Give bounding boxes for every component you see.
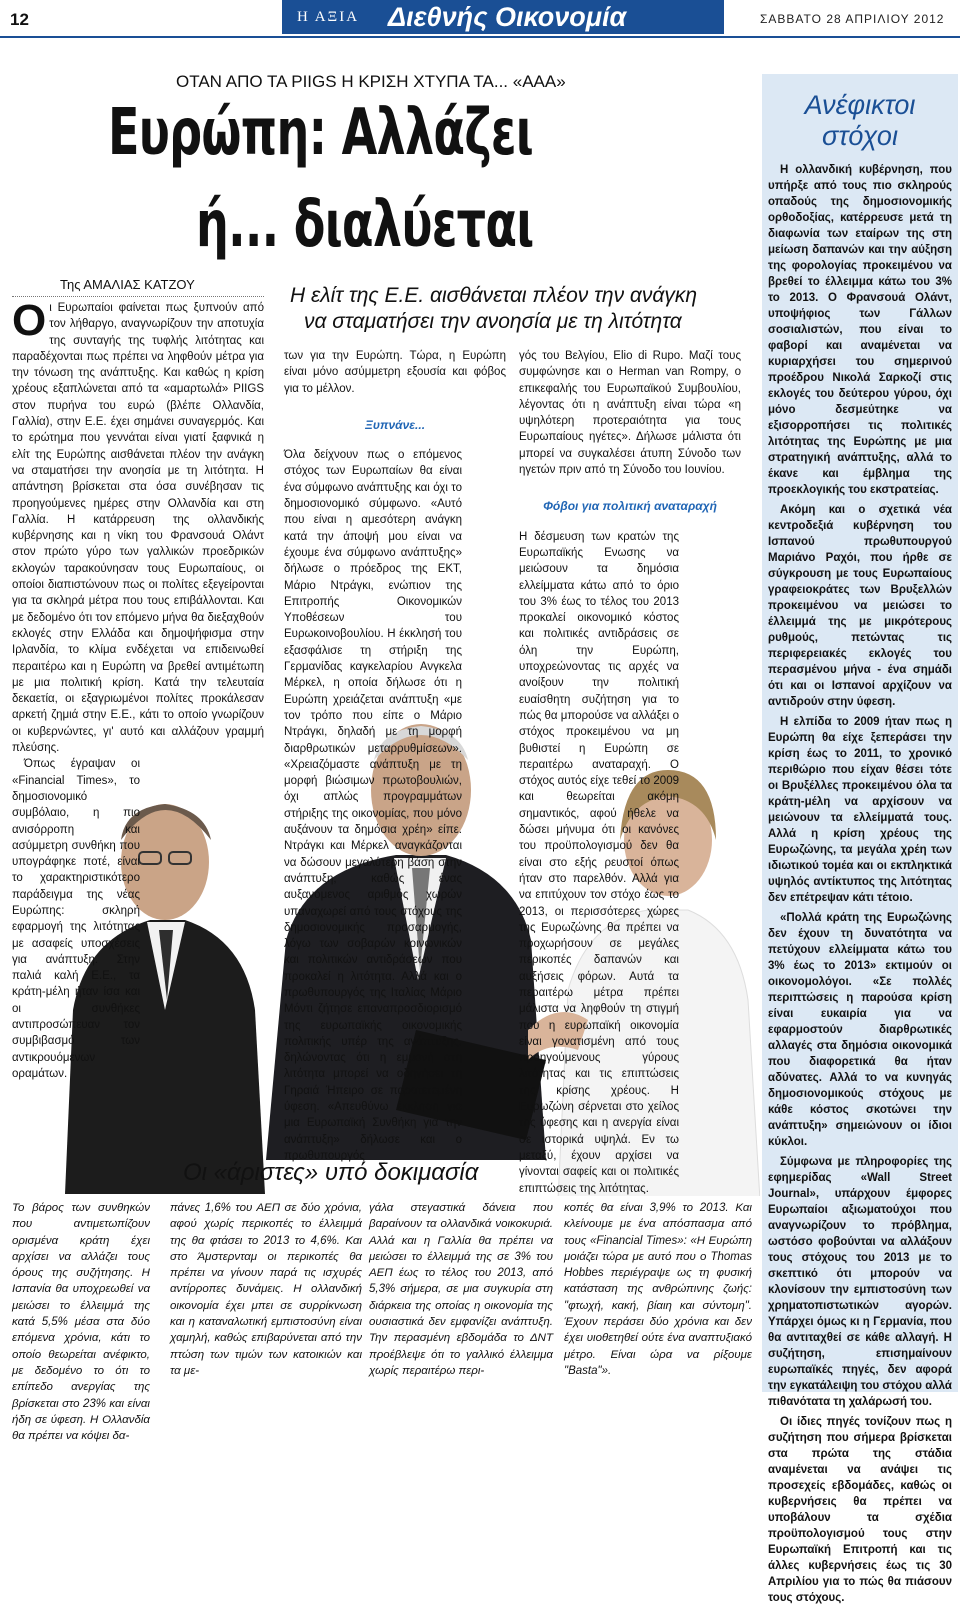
sidebar-text: [768, 162, 952, 1610]
sidebar-paragraph: Η ελπίδα το 2009 ήταν πως η Ευρώπη θα είχε ξεπεράσει την κρίση έως το 2011, το χρονικό περιθώριο που είχαν θέσει τότε οι Βρυξέλλες προκειμένου όλα τα κράτη-μέλη να αρχίσουν να μειώνουν τα ελλείμματά τους. Αλλά η κρίση χρέους της Ευρωζώνης, τα μεγάλα χρέη των ιδιωτικού τομέα και οι εκπληκτικά υψηλός αντίκτυπος της λιτότητας δεν επέτρεψαν κάτι τέτοιο.: [768, 716, 952, 904]
sidebar-title-line1: Ανέφικτοι: [804, 90, 916, 120]
section-title: Διεθνής Οικονομία: [374, 0, 724, 34]
caption-column-3: γάλα στεγαστικά δάνεια που βαραίνουν τα ολλανδικά νοικοκυριά. Αλλά και η Γαλλία θα πρέπει να μειώσει το έλλειμμά της σε 3% του ΑΕΠ έως το τέλος του 2013, από 5,3% σήμερα, σε μια συγκυρία στη διάρκεια της οποίας η οικονομία της ουσιαστικά δεν εμφανίζει ανάπτυξη. Την περασμένη εβδομάδα το ΔΝΤ προέβλεψε ότι το γαλλικό έλλειμμα χωρίς περαιτέρω περι-: [369, 1202, 553, 1377]
headline-line1: Ευρώπη: Αλλάζει: [108, 96, 534, 170]
sidebar-title-line2: στόχοι: [822, 121, 898, 151]
deck-line1: Η ελίτ της Ε.Ε. αισθάνεται πλέον την ανάγκη: [290, 284, 698, 307]
caption-column-1: Το βάρος των συνθηκών που αντιμετωπίζουν ορισμένα κράτη έχει αρχίσει να αλλάζει τους όρους της συζήτησης. Η Ισπανία θα υποχρεωθεί να μειώσει το έλλειμμά της κατά 5,5% μέσα στα δύο επόμενα χρόνια, κάτι το οποίο θεωρείται ανέφικτο, με δεδομένο το ότι το επίπεδο ανεργίας της βρίσκεται στο 23% και είναι ήδη σε ύφεση. Η Ολλανδία θα πρέπει να κόψει δα-: [12, 1202, 150, 1443]
sidebar-paragraph: «Πολλά κράτη της Ευρωζώνης δεν έχουν τη δυνατότητα να πετύχουν ελλείμματα κάτω του 3% έως το 2013» εκτιμούν οι οικονομολόγοι. «Σε πολλές περιπτώσεις η παρούσα κρίση είναι ευκαιρία για να εφαρμοστούν διαρθρωτικές αλλαγές στα δημόσια οικονομικά που διαφορετικά θα ήταν αδύνατες. Αλλά το να κυνηγάς δημοσιονομικούς στόχους με κάθε κόστος σκοτώνει την ανάπτυξη» σημειώνουν οι ίδιοι κύκλοι.: [768, 912, 952, 1148]
article-column-1: [12, 296, 264, 1082]
column-3-paragraph-2: Η δέσμευση των κρατών της Ευρωπαϊκής Ενωσης να μειώσουν τα δημόσια ελλείμματα κάτω από το όριο του 3% έως το τέλος του 2013 προκαλεί οικονομικό κόστος και πολιτικές αντιδράσεις σε όλη την Ευρώπη, υποχρεώνοντας τις αρχές να ανοίξουν την πολιτική ευαίσθητη συζήτηση για το πώς θα μπορούσε να αλλάξει ο στόχος προκειμένου να μη βυθιστεί η Ευρώπη σε περαιτέρω αναταραχή. Ο στόχος αυτός είχε τεθεί το 2009 και θεωρείται ακόμη σημαντικός, αφού ήθελε να δώσει μήνυμα ότι οι κανόνες του προϋπολογισμού δεν θα είναι στο εξής ρευστοί όπως ήταν στο παρελθόν. Αλλά για να επιτύχουν τον στόχο έως το 2013, οι περισσότερες χώρες της Ευρωζώνης θα πρέπει να προχωρήσουν σε μεγάλες περικοπές δαπανών και αυξήσεις φόρων. Αυτά τα περαιτέρω μέτρα πρέπει μάλιστα να ληφθούν τη στιγμή που η ευρωπαϊκή οικονομία είναι γονατισμένη από τους προηγούμενους γύρους λιτότητας και τις επιπτώσεις της κρίσης χρέους. Η Ευρωζώνη σέρνεται στο χείλος της ύφεσης και η ανεργία είναι σε ιστορικά υψηλά. Εν τω μεταξύ, έχουν αρχίσει να γίνονται σαφείς και οι πολιτικές επιπτώσεις της λιτότητας.: [519, 530, 679, 1195]
headline-line2: ή... διαλύεται: [196, 188, 534, 262]
page-number: 12: [10, 10, 29, 29]
column-2-paragraph-2: Όλα δείχνουν πως ο επόμενος στόχος των Ευρωπαίων θα είναι ένα σύμφωνο ανάπτυξης και όχι το δημοσιονομικό σύμφωνο. «Αυτό που είναι η αμεσότερη ανάγκη κατά την άποψή μου είναι να έχουμε ένα σύμφωνο ανάπτυξης» δήλωσε ο πρόεδρος της ΕΚΤ, Μάριο Ντράγκι, ενώπιον της Επιτροπής Οικονομικών Υποθέσεων του Ευρωκοινοβουλίου. Η έκκλησή του εξασφάλισε τη στήριξη της Γερμανίδας καγκελαρίου Ανγκελα Μέρκελ, η οποία δήλωσε ότι η Ευρώπη χρειάζεται ανάπτυξη «με τον τρόπο που είπε ο Μάριο Ντράγκι, δηλαδή με τη μορφή διαρθρωτικών μεταρρυθμίσεων». «Χρειαζόμαστε ανάπτυξη με τη μορφή βιώσιμων πρωτοβουλιών, όχι απλώς προγραμμάτων στήριξης της οικονομίας, που μόνο αυξάνουν τα δημόσια χρέη» είπε. Ντράγκι και Μέρκελ αναγκάζονται να δώσουν μεγαλύτερη βάση στην ανάπτυξη, καθώς ένας αυξανόμενος αριθμός χωρών υπαναχωρεί από τους στόχους της δημοσιονομικής προσαρμογής, λόγω των σοβαρών κοινωνικών και πολιτικών αντιδράσεων που προκαλεί η λιτότητα. Αλλά και ο πρωθυπουργός της Ιταλίας Μάριο Μόντι ζήτησε επαναπροσδιορισμό της ευρωπαϊκής οικονομικής πολιτικής υπέρ της ανάπτυξης, δηλώνοντας ότι η εμμονή στη λιτότητα μπορεί να οδηγήσει τη Γηραιά Ήπειρο σε παρατεταμένη ύφεση. «Απευθύνω έκκληση για μια Ευρωπαϊκή Συνθήκη για την ανάπτυξη» δήλωσε και ο πρωθυπουργός: [284, 449, 462, 1162]
article-column-2: [284, 348, 506, 1164]
article-kicker: ΟΤΑΝ ΑΠΟ ΤΑ PIIGS Η ΚΡΙΣΗ ΧΤΥΠΑ ΤΑ... «AAA»: [176, 72, 566, 91]
sidebar-paragraph: Η ολλανδική κυβέρνηση, που υπήρξε από τους πιο σκληρούς οπαδούς της δημοσιονομικής ορθοδοξίας, κατέρρευσε μετά τη διαφωνία των εταίρων της στη μείωση δαπανών και την αύξηση της φορολογίας προκειμένου να βρεθεί το έλλειμμα κάτω του 3% το 2013. Ο Φρανσουά Ολάντ, υποψήφιος των Γάλλων σοσιαλιστών, που είναι το φαβορί και αναμένεται να κυριαρχήσει του σημερινού προέδρου Νικολά Σαρκοζί στις εκλογές του δεύτερου γύρου, όχι μόνο δεσμεύτηκε να εξισορροπήσει τις πολιτικές λιτότητας της Ευρώπης με μια στρατηγική ανάπτυξης, αλλά το έκανε και έμβλημα της προεκλογικής του εκστρατείας.: [768, 164, 952, 496]
deck-line2: να σταματήσει την ανοησία με τη λιτότητα: [304, 310, 682, 333]
column-3-paragraph-1: γός του Βελγίου, Elio di Rupo. Μαζί τους συμφώνησε και ο Herman van Rompy, ο επικεφαλής του Ευρωπαϊκού Συμβουλίου, λέγοντας ότι η ανάπτυξη είναι τώρα «η υψηλότερη προτεραιότητα για τους Ευρωπαίους ηγέτες». Δήλωσε μάλιστα ότι μπορεί να συγκαλέσει άτυπη Σύνοδο των ηγετών πριν από τη Σύνοδο του Ιουνίου.: [519, 350, 741, 477]
column-1-paragraph-1: ι Ευρωπαίοι φαίνεται πως ξυπνούν από τον λήθαργο, αναγνωρίζουν την αποτυχία της συνταγής της τυφλής λιτότητας και παραδέχονται πως πρέπει να ληφθούν μέτρα για την τόνωση της ανάπτυξης. Και καθώς η κρίση χρέους εξαπλώνεται από τα «αμαρτωλά» PIIGS στον πυρήνα του ευρώ (βλέπε Ολλανδία, Γαλλία), στην Ε.Ε. έχει σημάνει συναγερμός. Και το ερώτημα που γεννάται είναι γιατί ξαφνικά η ελίτ της Ευρώπης αισθάνεται πλέον την ανάγκη να σταματήσει την ανοησία με τη λιτότητα. Η απάντηση βρίσκεται στα όσα συνέβησαν τις προηγούμενες ημέρες στην Ολλανδία και στη Γαλλία. Η κατάρρευση της ολλανδικής κυβέρνησης και η νίκη του Φρανσουά Ολάντ στον πρώτο γύρο των γαλλικών προεδρικών εκλογών ταρακούνησαν τους Ευρωπαίους, οι οποίοι διαπιστώνουν πως οι πολίτες εξεγείρονται για τα σκληρά μέτρα που τους επιβάλλονται. Και με δεδομένο ότι τον επόμενο μήνα θα διεξαχθούν εκλογές στην Ελλάδα και δημοψήφισμα στην Ιρλανδία, το κλίμα ενδέχεται να επιδεινωθεί περαιτέρω και η Ευρώπη να βρεθεί αντιμέτωπη με μια πολιτική κρίση. Κατά την τελευταία δεκαετία, οι εξαγριωμένοι πολίτες προκάλεσαν αρκετή ζημιά στην Ε.Ε., κάτι το οποίο γνωρίζουν οι κυβερνώντες, γι' αυτό και αλλάζουν γραμμή πλεύσης.: [12, 302, 264, 755]
caption-column-4: κοπές θα είναι 3,9% το 2013. Και κλείνουμε με ένα απόσπασμα από τους «Financial Times»: «Η Ευρώπη μοιάζει τώρα με αυτό που ο Thomas Hobbes περιέγραψε ως τη φυσική κατάσταση της ανθρώπινης ζωής: "φτωχή, κακή, βίαιη και σύντομη". Έχουν περάσει δύο χρόνια και δεν έχει υιοθετηθεί ούτε ένα αναπτυξιακό μέτρο. Είναι ώρα να ρίξουμε "Basta"».: [564, 1202, 752, 1377]
header-rule: [0, 36, 960, 38]
sidebar-paragraph: Σύμφωνα με πληροφορίες της εφημερίδας «Wall Street Journal», υπάρχουν έμφορες Ευρωπαίοι αξιωματούχοι που αναγνωρίζουν το πρόβλημα, ωστόσο φοβούνται να αλλάξουν τους στόχους του 2013 με το σκεπτικό ότι μπορούν να κλονίσουν την εμπιστοσύνη των χρηματοπιστωτικών αγορών. Υπάρχει όμως κι η Γερμανία, που θα αντιταχθεί σε κάθε αλλαγή. Η συζήτηση, επισημαίνουν ευρωπαϊκές πηγές, δεν αφορά την εγκατάλειψη του στόχου αλλά πιθανότατα τη χαλάρωσή του.: [768, 1156, 952, 1408]
subhead-political-unrest: Φόβοι για πολιτική αναταραχή: [543, 499, 717, 514]
article-column-3: [519, 348, 741, 1197]
caption-column-2: πάνες 1,6% του ΑΕΠ σε δύο χρόνια, αφού χωρίς περικοπές το έλλειμμά της θα φτάσει το 2013 το 4,6%. Και στο Άμστερνταμ οι περικοπές θα πρέπει να γίνουν παρά τις ισχυρές αντίρροπες δυνάμεις. Η ολλανδική οικονομία έχει μπει σε συρρίκνωση και η καταναλωτική εμπιστοσύνη είναι χαμηλή, καθώς επιβαρύνεται από την πτώση των τιμών των κατοικιών και τα με-: [170, 1202, 362, 1377]
subhead-wake-up: Ξυπνάνε...: [364, 417, 426, 432]
column-2-paragraph-1: των για την Ευρώπη. Τώρα, η Ευρώπη είναι μόνο ασύμμετρη εξουσία και φόβος για το μέλλον.: [284, 350, 506, 395]
sidebar-paragraph: Ακόμη και ο σχετικά νέα κεντροδεξιά κυβέρνηση του Ισπανού πρωθυπουργού Μαριάνο Ραχόι, που ήρθε σε σύγκρουση με τους Ευρωπαίους γραφειοκράτες των Βρυξελλών προκειμένου να μειώσει το έλλειμμά της με μικρότερους ρυθμούς, πετώντας τις περιφερειακές εκλογές του περασμένου μήνα - ένα σημάδι ότι και οι Ισπανοί αρχίζουν να αντιδρούν στην ύφεση.: [768, 504, 952, 708]
newspaper-brand: Η ΑΞΙΑ: [282, 0, 374, 34]
byline-divider: [12, 296, 264, 297]
byline: Της ΑΜΑΛΙΑΣ ΚΑΤΖΟΥ: [60, 277, 195, 292]
column-1-paragraph-2: Όπως έγραψαν οι «Financial Times», το δημοσιονομικό συμβόλαιο, η πιο ανισόρροπη και ασύμμετρη συνθήκη που υπογράφηκε ποτέ, είναι το χαρακτηριστικότερο παράδειγμα της νέας Ευρώπης: σκληρή εφαρμογή της λιτότητας με ασαφείς υποσχέσεις για ανάπτυξη. Στην παλιά καλή Ε.Ε., τα κράτη-μέλη ήταν ίσα και οι συνθήκες αντιπροσώπευαν τον συμβιβασμό των αντικρουόμενων οραμάτων.: [12, 758, 140, 1080]
sidebar-paragraph: Οι ίδιες πηγές τονίζουν πως η συζήτηση που σήμερα βρίσκεται στα πρώτα της στάδια αναμένεται να ανάψει τις προσεχείς εβδομάδες, καθώς οι κυβερνήσεις θα πρέπει να υποβάλουν τα σχέδια προϋπολογισμού τους στην Ευρωπαϊκή Επιτροπή και τις άλλες κυβερνήσεις έως τις 30 Απριλίου για το πώς θα πιάσουν τους στόχους.: [768, 1416, 952, 1604]
caption-title: Οι «άριστες» υπό δοκιμασία: [183, 1159, 479, 1186]
issue-date: ΣΑΒΒΑΤΟ 28 ΑΠΡΙΛΙΟΥ 2012: [760, 12, 945, 26]
drop-cap: Ο: [12, 296, 47, 345]
sidebar-title: [762, 90, 958, 152]
